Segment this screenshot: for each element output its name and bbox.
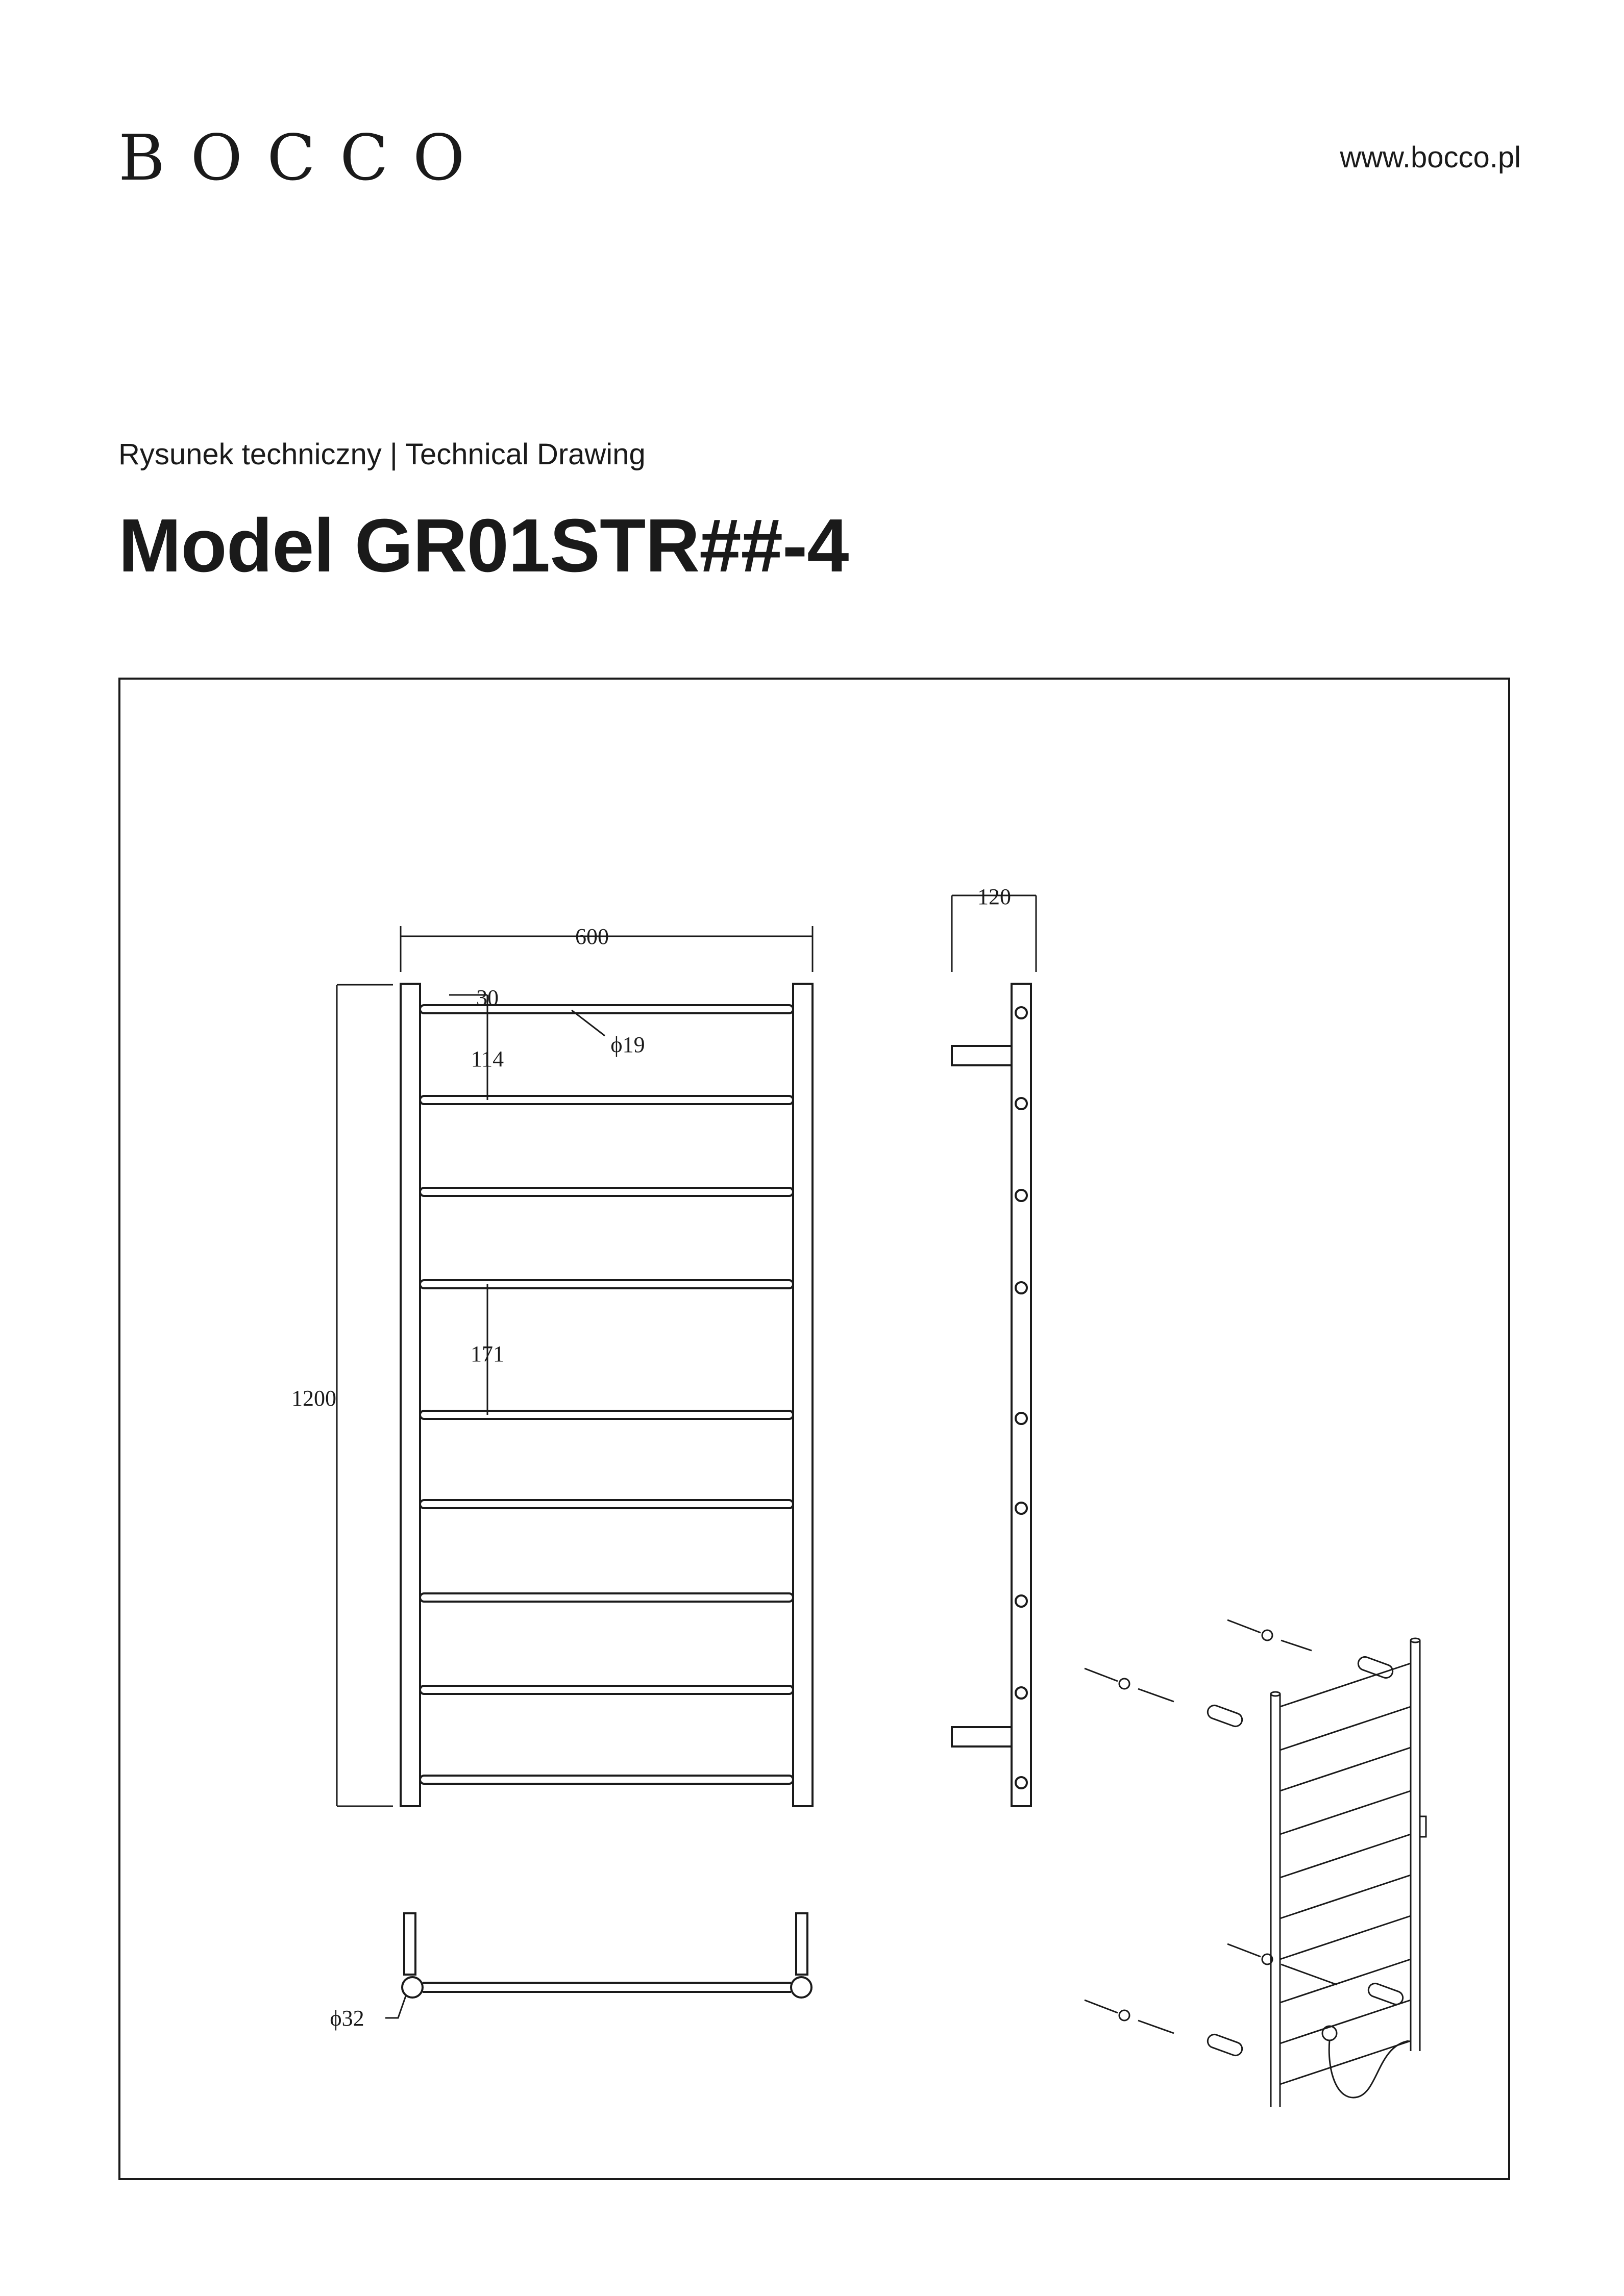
dim-post-diameter-label: ϕ32: [330, 2006, 364, 2031]
brand-logo: BOCCO: [118, 121, 489, 195]
top-view: [385, 1913, 811, 2018]
website-url[interactable]: www.bocco.pl: [1340, 141, 1521, 174]
dim-rail-diameter-label: ϕ19: [610, 1032, 645, 1057]
page-title: Model GR01STR##-4: [118, 504, 849, 588]
side-view: [952, 895, 1036, 1806]
dim-depth-label: 120: [977, 884, 1011, 909]
front-view: [337, 926, 813, 1806]
isometric-view: [1085, 1620, 1426, 2107]
dim-height-label: 1200: [291, 1386, 336, 1411]
dim-width-label: 600: [575, 924, 609, 949]
dim-spacing-small-label: 114: [471, 1046, 504, 1071]
dim-top-offset-label: 30: [476, 985, 499, 1010]
dim-spacing-large-label: 171: [471, 1341, 504, 1366]
document-subtitle: Rysunek techniczny | Technical Drawing: [118, 438, 646, 471]
